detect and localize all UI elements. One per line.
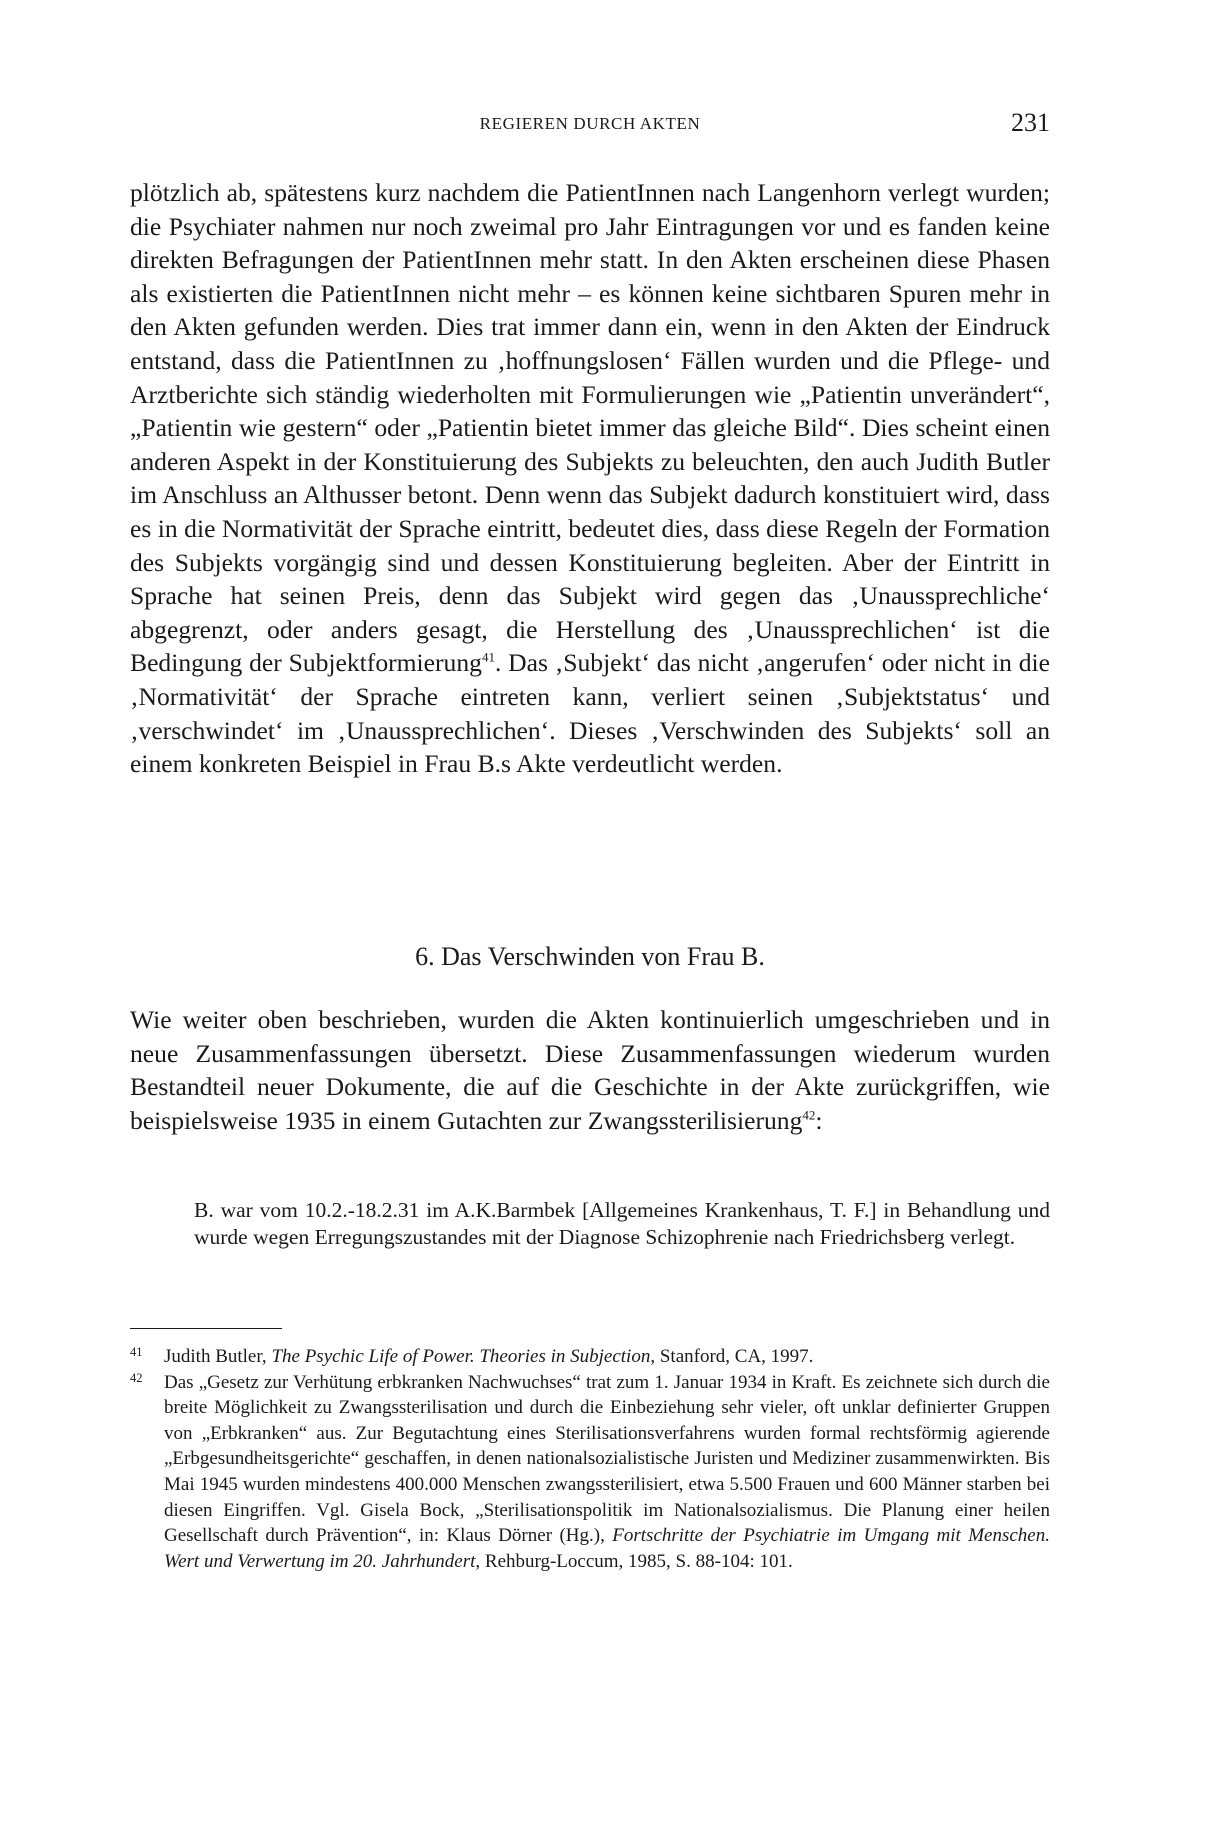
body-paragraph bbox=[130, 176, 1050, 781]
footnote bbox=[130, 1370, 1050, 1575]
page-number: 231 bbox=[1011, 108, 1050, 137]
footnote-number: 42 bbox=[130, 1370, 143, 1385]
footnote-text: Judith Butler, bbox=[164, 1346, 272, 1367]
footnote-text: , Rehburg-Loccum, 1985, S. 88-104: 101. bbox=[475, 1550, 793, 1572]
footnotes bbox=[130, 1344, 1050, 1574]
body-paragraph bbox=[130, 1003, 1050, 1137]
footnote-text: Das „Gesetz zur Verhütung erbkranken Nachwuchses“ trat zum 1. Januar 1934 in Kraft. Es zeichnete sich durch die breite Möglichkeit zu Zwangssterilisation und durch die Einbeziehung sehr vieler, oft unklar definierter Gruppen von „Erbkranken“ aus. Zur Begutachtung eines Sterilisationsverfahrens wurden formal rechtsförmig agierende „Erbgesundheitsgerichte“ geschaffen, in denen nationalsozialistische Juristen und Mediziner zusammenwirkten. Bis Mai 1945 wurden mindestens 400.000 Menschen zwangssterilisiert, etwa 5.500 Frauen und 600 Männer starben bei diesen Eingriffen. Vgl. Gisela Bock, „Sterilisationspolitik im Nationalsozialismus. Die Planung einer heilen Gesellschaft durch Prävention“, in: Klaus Dörner (Hg.), bbox=[164, 1371, 1050, 1547]
footnote-divider bbox=[130, 1328, 282, 1329]
section-heading: 6. Das Verschwinden von Frau B. bbox=[415, 942, 765, 971]
body-paragraph-text: : bbox=[815, 1105, 823, 1135]
footnote bbox=[130, 1344, 1050, 1370]
running-title: REGIEREN DURCH AKTEN bbox=[479, 114, 701, 133]
footnote-number: 41 bbox=[130, 1345, 143, 1359]
body-paragraph-text: plötzlich ab, spätestens kurz nachdem die PatientInnen nach Langenhorn verlegt wurden; die Psychiater nahmen nur noch zweimal pro Jahr Eintragungen vor und es fanden keine direkten Befragungen der PatientInnen mehr statt. In den Akten erscheinen diese Phasen als existierten die PatientInnen nicht mehr – es können keine sichtbaren Spuren mehr in den Akten gefunden werden. Dies trat immer dann ein, wenn in den Akten der Eindruck entstand, dass die PatientInnen zu ‚hoffnungslosen‘ Fällen wurden und die Pflege- und Arztberichte sich ständig wiederholten mit Formulierungen wie „Patientin unverändert“, „Patientin wie gestern“ oder „Patientin bietet immer das gleiche Bild“. Dies scheint einen anderen Aspekt in der Konstituierung des Subjekts zu beleuchten, den auch Judith Butler im Anschluss an Althusser betont. Denn wenn das Subjekt dadurch konstituiert wird, dass es in die Normativität der Sprache eintritt, bedeutet dies, dass diese Regeln der Formation des Subjekts vorgängig sind und dessen Konstituierung begleiten. Aber der Eintritt in Sprache hat seinen Preis, denn das Subjekt wird gegen das ‚Unaussprechliche‘ abgegrenzt, oder anders gesagt, die Herstellung des ‚Unaussprechlichen‘ ist die Bedingung der Subjektformierung bbox=[130, 178, 1050, 678]
block-quote: B. war vom 10.2.-18.2.31 im A.K.Barmbek [Allgemeines Krankenhaus, T. F.] in Behandlung und wurde wegen Erregungszustandes mit der Diagnose Schizophrenie nach Friedrichsberg verlegt. bbox=[194, 1198, 1050, 1249]
body-paragraph-text: . Das ‚Subjekt‘ das nicht ‚angerufen‘ oder nicht in die ‚Normativität‘ der Sprache eintreten kann, verliert seinen ‚Subjektstatus‘ und ‚verschwindet‘ im ‚Unaussprechlichen‘. Dieses ‚Verschwinden des Subjekts‘ soll an einem konkreten Beispiel in Frau B.s Akte verdeutlicht werden. bbox=[130, 648, 1051, 779]
footnote-reference: 41 bbox=[481, 649, 495, 665]
body-paragraph-text: Wie weiter oben beschrieben, wurden die Akten kontinuierlich umgeschrieben und in neue Zusammenfassungen übersetzt. Diese Zusammenfassungen wiederum wurden Bestandteil neuer Dokumente, die auf die Geschichte in der Akte zurückgriffen, wie beispielsweise 1935 in einem Gutachten zur Zwangssterilisierung bbox=[130, 1005, 1050, 1135]
running-header bbox=[130, 108, 1050, 140]
footnote-title: Fortschritte der Psychiatrie im Umgang mit Menschen. Wert und Verwertung im 20. Jahrhundert bbox=[164, 1525, 1050, 1572]
footnote-reference: 42 bbox=[802, 1107, 816, 1123]
footnote-title: The Psychic Life of Power. Theories in Subjection bbox=[271, 1346, 651, 1367]
footnote-text: , Stanford, CA, 1997. bbox=[650, 1346, 814, 1367]
